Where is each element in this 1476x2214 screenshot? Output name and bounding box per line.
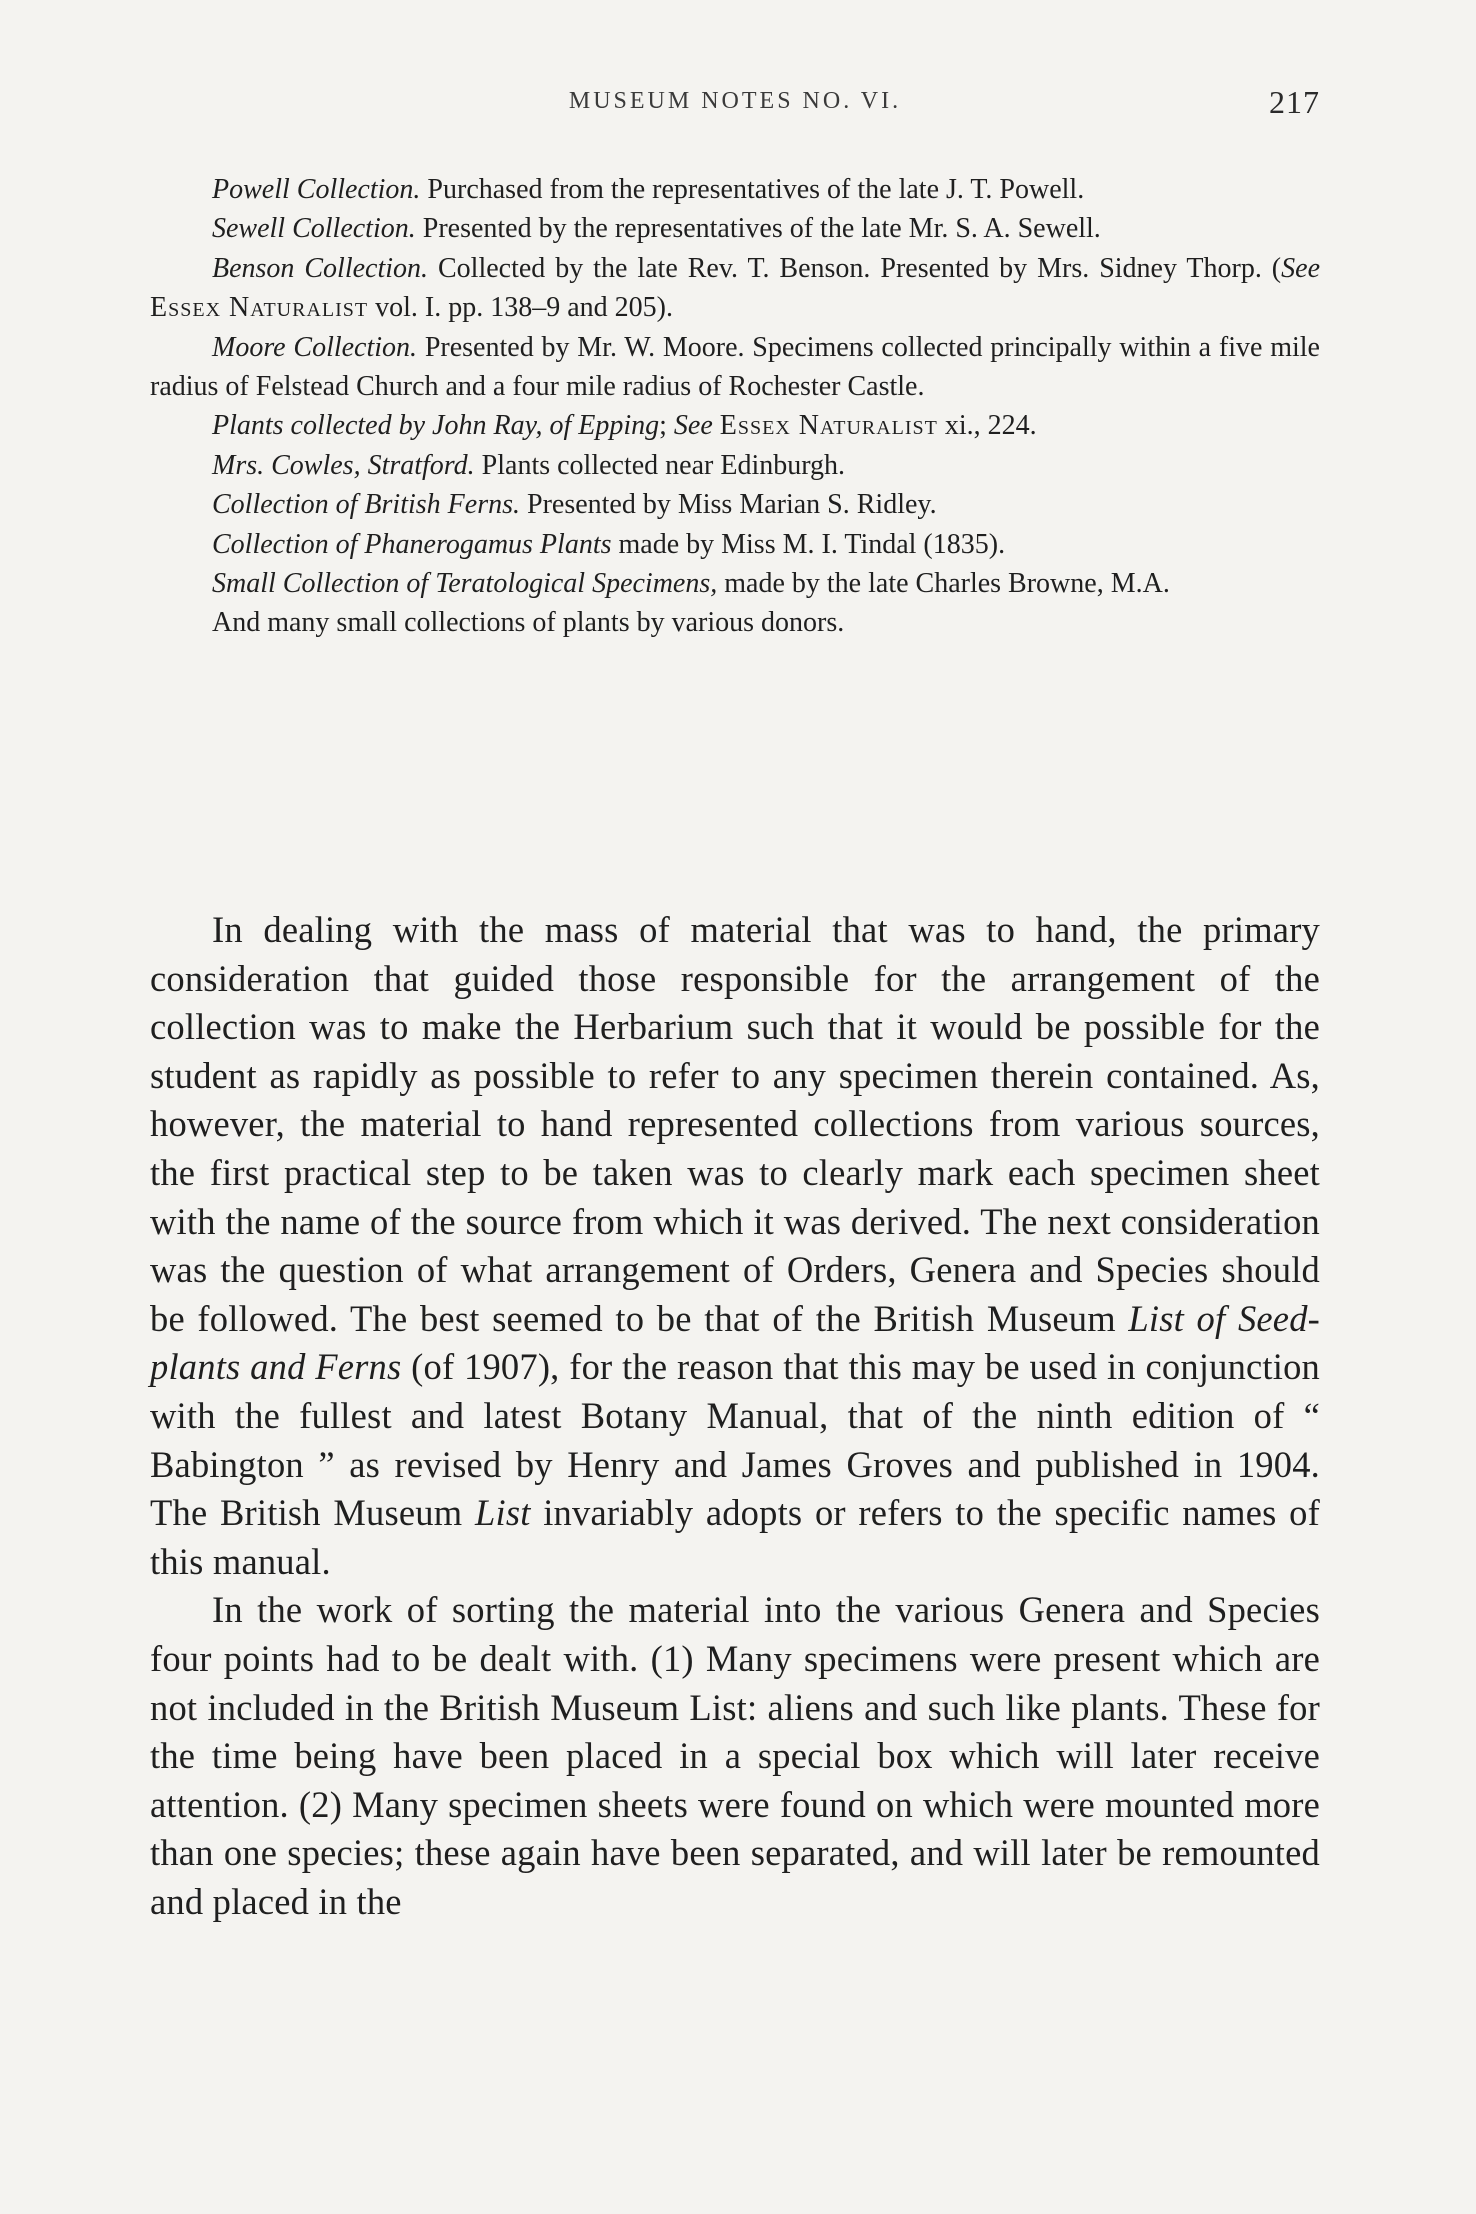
journal-title: Essex Naturalist bbox=[150, 292, 369, 324]
collection-name: Moore Collection. bbox=[212, 331, 418, 363]
collection-name: Collection of Phanerogamus Plants bbox=[212, 528, 612, 560]
collection-description: Presented by the representatives of the late Mr. S. A. Sewell. bbox=[415, 213, 1101, 245]
collection-description: Collected by the late Rev. T. Benson. Presented by Mrs. Sidney Thorp. ( bbox=[428, 252, 1282, 284]
collection-description: Purchased from the representatives of the late J. T. Powell. bbox=[420, 174, 1085, 205]
collection-name: Sewell Collection. bbox=[212, 213, 416, 245]
collection-entry-sewell bbox=[150, 209, 1320, 248]
reference-tail: vol. I. pp. 138–9 and 205). bbox=[368, 292, 673, 324]
collection-name: Small Collection of Teratological Specimens, bbox=[212, 568, 718, 600]
italic-title: List of Seed-plants and Ferns bbox=[150, 1297, 1320, 1388]
reference-tail: xi., 224. bbox=[937, 410, 1037, 442]
italic-title: List bbox=[474, 1492, 531, 1534]
paragraph-text: In dealing with the mass of material that was to hand, the primary consideration that guided those responsible for the arrangement of the collection was to make the Herbarium such that it would be possible for the student as rapidly as possible to refer to any specimen therein contained. As, however, the material to hand represented collections from various sources, the first practical step to be taken was to clearly mark each specimen sheet with the name of the source from which it was derived. The next consideration was the question of what arrangement of Orders, Genera and Species should be followed. The best seemed to be that of the British Museum bbox=[150, 909, 1320, 1339]
collection-description: Plants collected near Edinburgh. bbox=[474, 449, 846, 481]
paragraph-arrangement bbox=[150, 906, 1320, 1586]
collection-entry-cowles bbox=[150, 446, 1320, 485]
collection-description: Presented by Mr. W. Moore. Specimens collected principally within a five mile radius of Felstead Church and a four mile radius of Rochester Castle. bbox=[150, 331, 1320, 403]
collection-entry-moore bbox=[150, 328, 1320, 407]
collection-entry-ray bbox=[150, 406, 1320, 445]
journal-title: Essex Naturalist bbox=[719, 410, 938, 442]
collection-entry-phanerogamus bbox=[150, 525, 1320, 564]
collection-entry-powell bbox=[150, 170, 1320, 209]
collection-entry-various bbox=[150, 603, 1320, 642]
collection-description: Presented by Miss Marian S. Ridley. bbox=[520, 489, 937, 521]
see-reference: See bbox=[1281, 252, 1320, 284]
running-head bbox=[150, 84, 1320, 128]
body-text bbox=[150, 906, 1320, 1926]
collection-name: Plants collected by John Ray, of Epping bbox=[212, 410, 660, 442]
collection-description: And many small collections of plants by various donors. bbox=[212, 607, 845, 639]
collection-description: ; bbox=[659, 410, 674, 442]
see-reference: See bbox=[673, 410, 713, 442]
collection-name: Powell Collection. bbox=[212, 174, 421, 205]
paragraph-text: invariably adopts or refers to the specific names of this manual. bbox=[150, 1492, 1320, 1582]
collection-description: made by Miss M. I. Tindal (1835). bbox=[611, 528, 1006, 560]
collection-entry-teratological bbox=[150, 564, 1320, 603]
collection-name: Benson Collection. bbox=[212, 252, 429, 284]
collection-entry-benson bbox=[150, 249, 1320, 328]
page-number: 217 bbox=[1269, 84, 1320, 120]
collection-entry-ferns bbox=[150, 485, 1320, 524]
paragraph-sorting: In the work of sorting the material into the various Genera and Species four points had to be dealt with. (1) Many specimens were present which are not included in the British Museum List: aliens and such like plants. These for the time being have been placed in a special box which will later receive attention. (2) Many specimen sheets were found on which were mounted more than one species; these again have been separated, and will later be remounted and placed in the bbox=[150, 1589, 1320, 1922]
collection-name: Mrs. Cowles, Stratford. bbox=[212, 449, 475, 481]
paragraph-text: (of 1907), for the reason that this may be used in conjunction with the fullest and latest Botany Manual, that of the ninth edition of “ Babington ” as revised by Henry and James Groves and published in 1904. The British Museum bbox=[150, 1346, 1320, 1534]
collection-name: Collection of British Ferns. bbox=[212, 489, 520, 521]
collection-description: made by the late Charles Browne, M.A. bbox=[717, 568, 1170, 600]
collections-list bbox=[150, 170, 1320, 643]
running-title: MUSEUM NOTES NO. VI. bbox=[568, 88, 902, 114]
